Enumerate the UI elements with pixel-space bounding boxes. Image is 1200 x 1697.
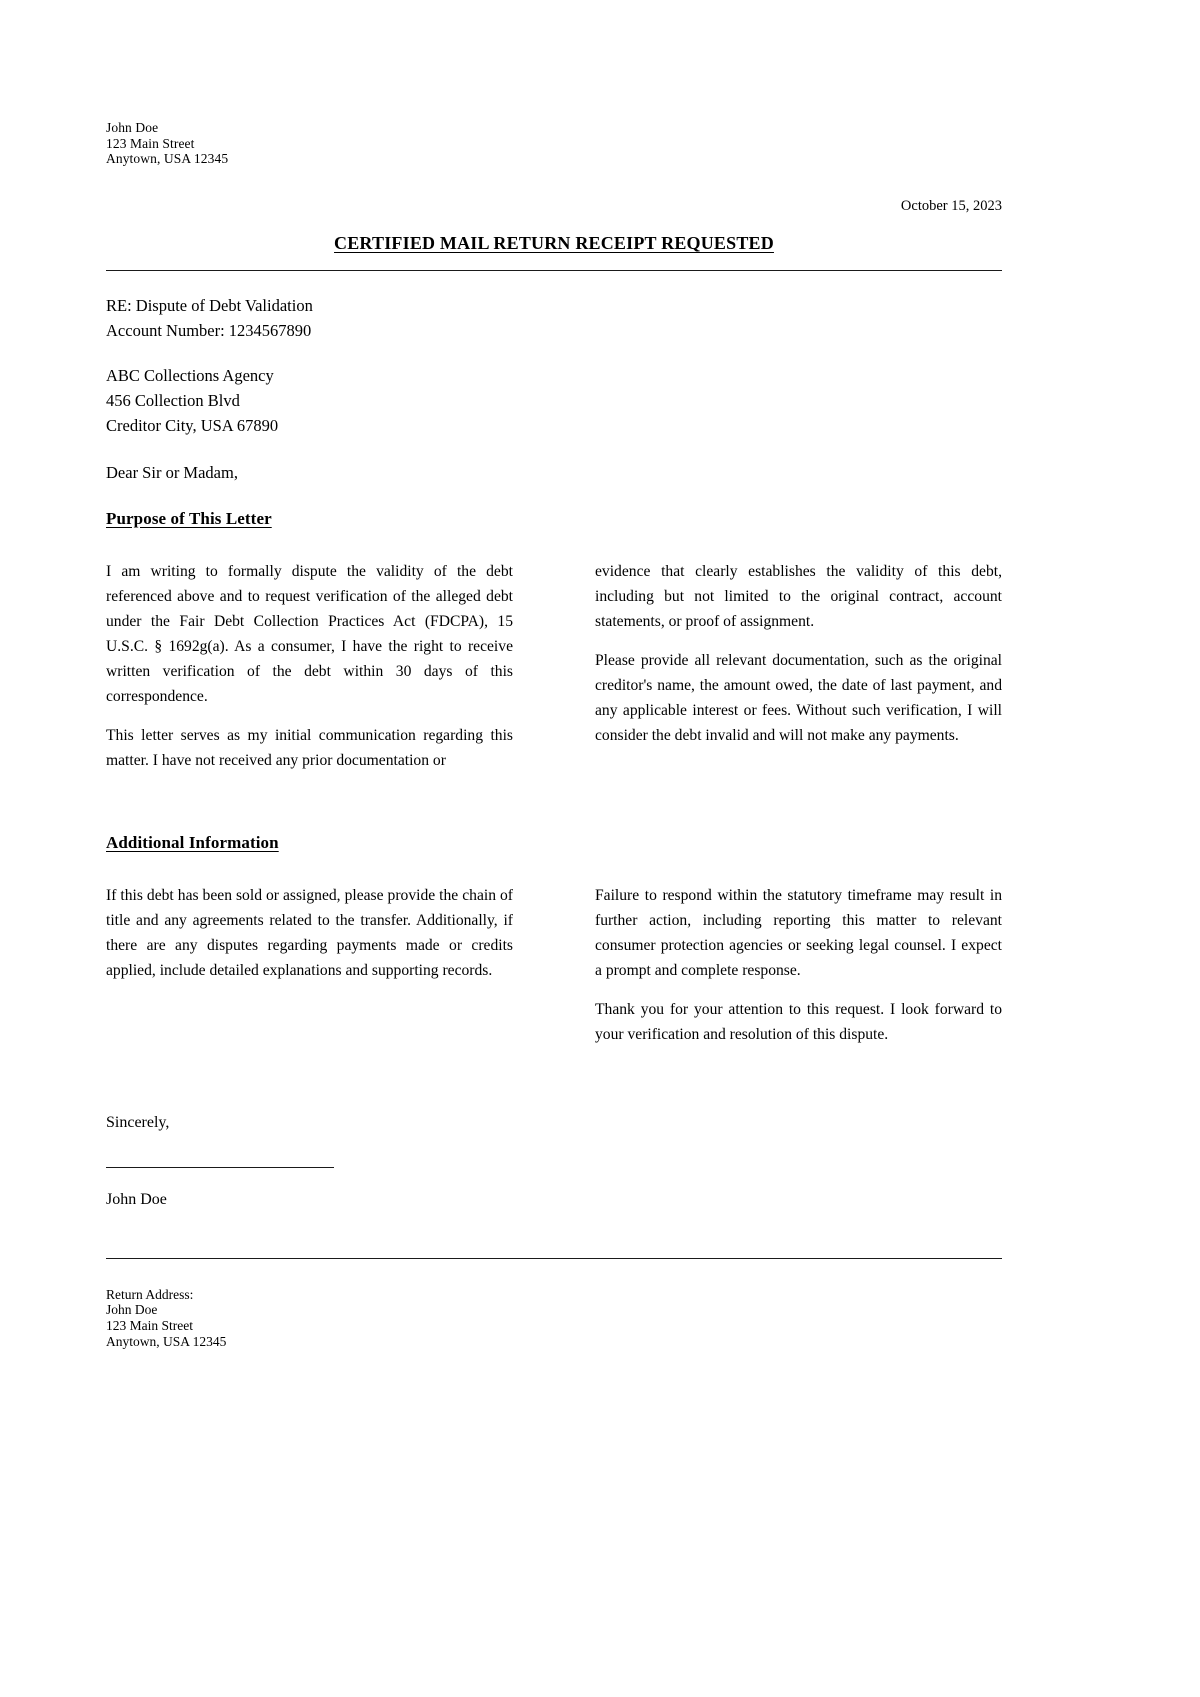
reference-subject: RE: Dispute of Debt Validation xyxy=(106,295,313,315)
section-additional-right-column xyxy=(595,883,1002,1047)
sender-address-block xyxy=(106,120,1002,167)
reference-block xyxy=(106,293,1002,343)
return-address-street: 123 Main Street xyxy=(106,1317,193,1333)
letter-content xyxy=(106,0,1002,1349)
signature-name: John Doe xyxy=(106,1190,167,1208)
sender-city-state-zip: Anytown, USA 12345 xyxy=(106,151,229,167)
closing-salutation: Sincerely, xyxy=(106,1113,170,1131)
signature-line xyxy=(106,1167,334,1168)
header-divider xyxy=(106,270,1002,271)
letter-date: October 15, 2023 xyxy=(900,197,1002,214)
return-address-city-state-zip: Anytown, USA 12345 xyxy=(106,1333,227,1349)
recipient-address-block xyxy=(106,363,1002,438)
return-address-name: John Doe xyxy=(106,1302,158,1318)
recipient-street: 456 Collection Blvd xyxy=(106,390,240,410)
footer-divider xyxy=(106,1258,1002,1259)
sender-name: John Doe xyxy=(106,120,159,135)
section-additional-columns xyxy=(106,883,1002,1047)
paragraph: This letter serves as my initial communication regarding this matter. I have not received any prior documentation or xyxy=(106,726,513,769)
page-title: CERTIFIED MAIL RETURN RECEIPT REQUESTED xyxy=(334,232,774,253)
section-purpose-left-column xyxy=(106,559,513,773)
section-heading-purpose: Purpose of This Letter xyxy=(106,508,272,528)
section-gap xyxy=(106,773,1002,809)
reference-account-number: Account Number: 1234567890 xyxy=(106,320,312,340)
recipient-company: ABC Collections Agency xyxy=(106,365,274,385)
return-address-block xyxy=(106,1287,1002,1349)
paragraph: Please provide all relevant documentation, such as the original creditor's name, the amount owed, the date of last payment, and any applicable interest or fees. Without such verification, I will consider the debt invalid and will not make any payments. xyxy=(595,651,1002,744)
paragraph: Thank you for your attention to this request. I look forward to your verification and resolution of this dispute. xyxy=(595,1000,1002,1043)
paragraph: Failure to respond within the statutory timeframe may result in further action, including reporting this matter to relevant consumer protection agencies or seeking legal counsel. I expect a prompt and complete response. xyxy=(595,886,1002,979)
section-heading-additional-information: Additional Information xyxy=(106,832,279,852)
recipient-city-state-zip: Creditor City, USA 67890 xyxy=(106,415,279,435)
return-address-label: Return Address: xyxy=(106,1286,194,1302)
paragraph: I am writing to formally dispute the validity of the debt referenced above and to request verification of the alleged debt under the Fair Debt Collection Practices Act (FDCPA), 15 U.S.C. § 1692g(a). As a consumer, I have the right to receive written verification of the debt within 30 days of this correspondence. xyxy=(106,562,513,705)
section-purpose-right-column xyxy=(595,559,1002,773)
sender-street: 123 Main Street xyxy=(106,135,195,151)
paragraph: If this debt has been sold or assigned, please provide the chain of title and any agreements related to the transfer. Additionally, if there are any disputes regarding payments made or credits applied, include detailed explanations and supporting records. xyxy=(106,886,513,979)
paragraph: evidence that clearly establishes the validity of this debt, including but not limited to the original contract, account statements, or proof of assignment. xyxy=(595,562,1002,630)
salutation: Dear Sir or Madam, xyxy=(106,462,238,482)
section-additional-left-column xyxy=(106,883,513,1047)
section-purpose-columns xyxy=(106,559,1002,773)
